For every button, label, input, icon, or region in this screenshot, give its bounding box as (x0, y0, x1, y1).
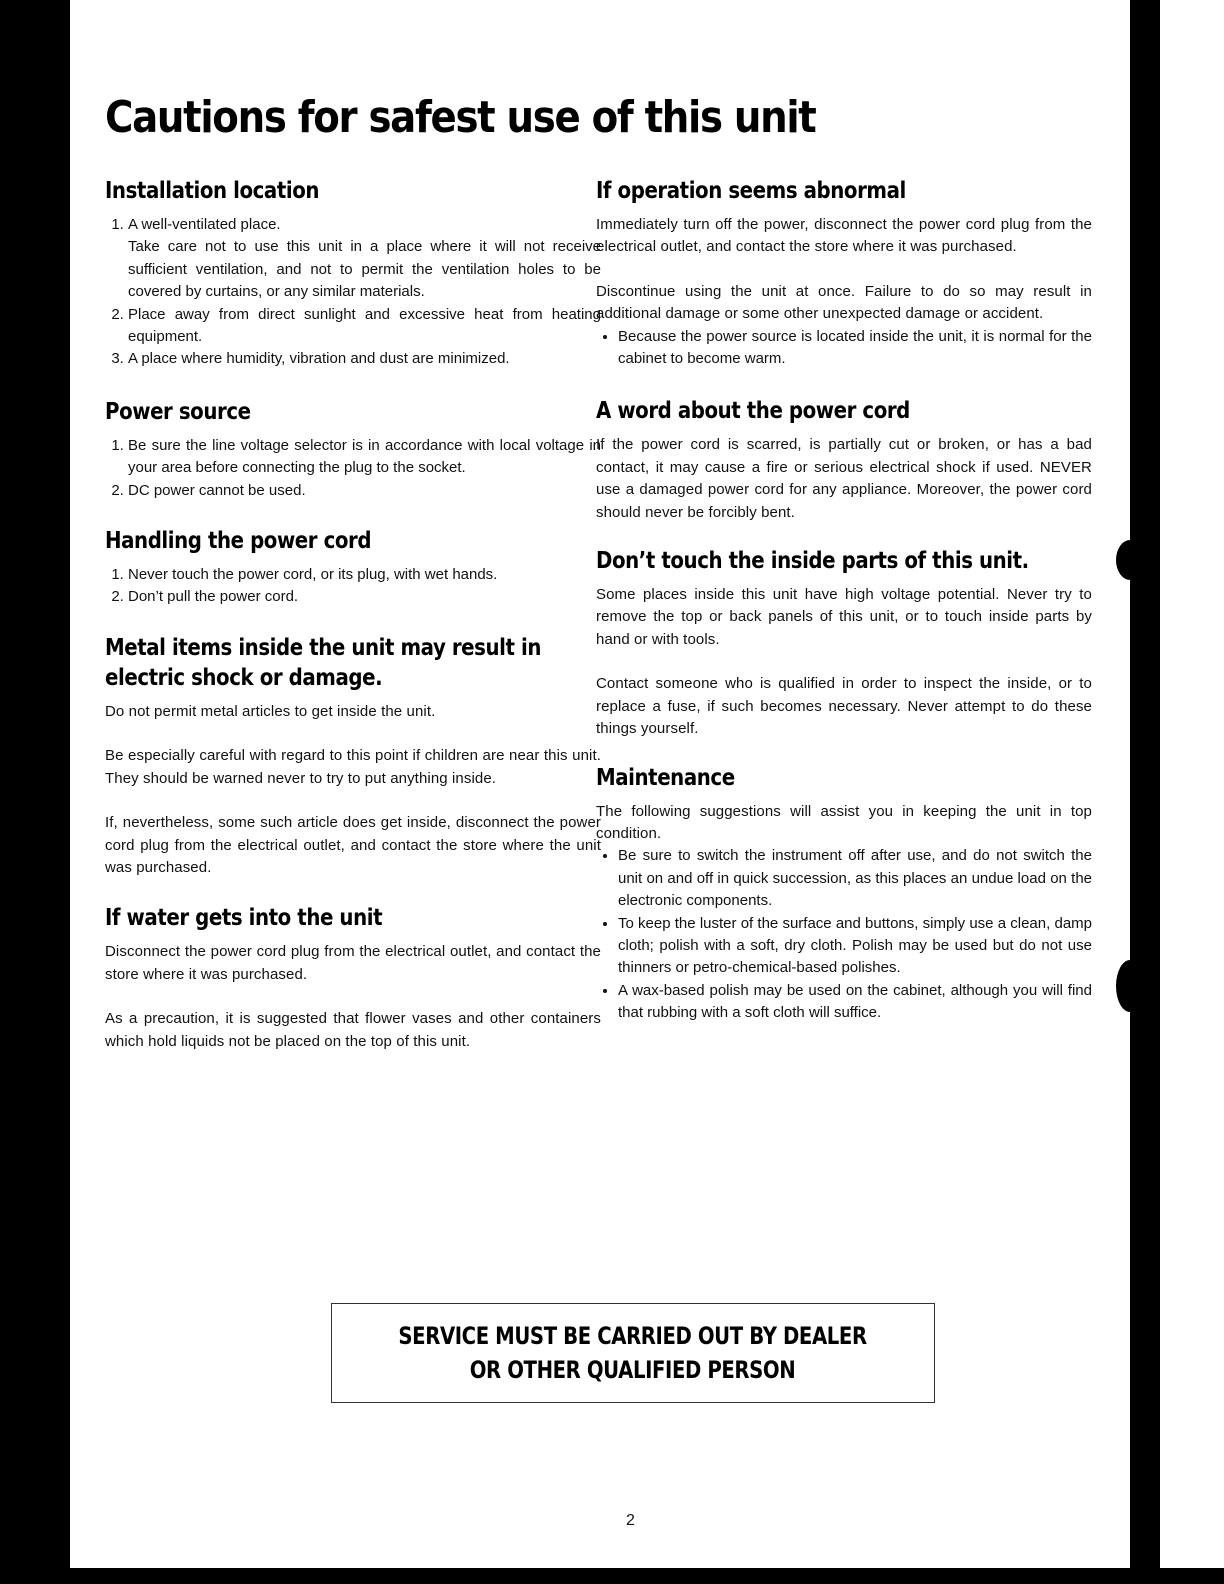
paragraph: Discontinue using the unit at once. Failure to do so may result in additional damage or some other unexpected damage or accident. (596, 282, 1092, 323)
list-item: 2. DC power cannot be used. (128, 480, 601, 502)
service-notice-box (331, 1303, 935, 1403)
section-heading: If operation seems abnormal (596, 178, 906, 204)
service-notice-line-1: SERVICE MUST BE CARRIED OUT BY DEALER (398, 1322, 868, 1350)
scan-edge-bottom (0, 1568, 1224, 1584)
section-inside-parts (596, 546, 1092, 740)
abnormal-bullets (596, 326, 1092, 371)
bullet-item: • Be sure to switch the instrument off after use, and do not switch the unit on and off in quick succession, as this places an undue load on the electronic components. (618, 845, 1092, 912)
maintenance-bullets (596, 845, 1092, 1024)
list-item: 2. Place away from direct sunlight and excessive heat from heating equipment. (128, 304, 601, 349)
scan-edge-right (1130, 0, 1160, 1584)
bullet-item: • To keep the luster of the surface and buttons, simply use a clean, damp cloth; polish with a soft, dry cloth. Polish may be used but do not use thinners or petro-chemical-based polishes. (618, 913, 1092, 980)
power-source-list (105, 435, 601, 502)
section-heading: Maintenance (596, 764, 735, 791)
section-heading: Installation location (105, 178, 320, 204)
section-installation-location (105, 176, 601, 371)
scan-margin-right (1160, 0, 1224, 1584)
paragraph: Do not permit metal articles to get inside the unit. (105, 702, 436, 720)
bullet-item: • A wax-based polish may be used on the cabinet, although you will find that rubbing with a soft cloth will suffice. (618, 980, 1092, 1025)
section-metal-items (105, 633, 601, 879)
list-item: 1. Be sure the line voltage selector is in accordance with local voltage in your area before connecting the plug to the socket. (128, 435, 601, 480)
list-item: 2. Don’t pull the power cord. (128, 586, 601, 608)
section-abnormal-operation (596, 176, 1092, 370)
paragraph: If the power cord is scarred, is partially cut or broken, or has a bad contact, it may cause a fire or serious electrical shock if used. NEVER use a damaged power cord for any appliance. Moreover, the power cord should never be forcibly bent. (596, 436, 1092, 521)
section-heading: Don’t touch the inside parts of this unit. (596, 548, 1029, 575)
list-item: 1. Never touch the power cord, or its plug, with wet hands. (128, 564, 601, 586)
left-column (105, 176, 601, 1053)
paragraph: Some places inside this unit have high voltage potential. Never try to remove the top or back panels of this unit, or to touch inside parts by hand or with tools. (596, 586, 1092, 648)
paragraph: Immediately turn off the power, disconnect the power cord plug from the electrical outlet, and contact the store where it was purchased. (596, 216, 1092, 256)
list-item (128, 214, 601, 304)
section-heading: Metal items inside the unit may result in electric shock or damage. (105, 634, 542, 691)
section-power-source (105, 397, 601, 502)
section-power-cord (596, 396, 1092, 524)
section-heading: If water gets into the unit (105, 905, 383, 932)
paragraph: Disconnect the power cord plug from the electrical outlet, and contact the store where it was purchased. (105, 943, 601, 983)
list-item-detail: Take care not to use this unit in a place where it will not receive sufficient ventilation, and not to permit the ventilation holes to be covered by curtains, or any similar materials. (128, 238, 601, 301)
section-maintenance (596, 763, 1092, 1025)
service-notice-line-2: OR OTHER QUALIFIED PERSON (470, 1356, 796, 1384)
right-column (596, 176, 1092, 1025)
list-item: 3. A place where humidity, vibration and dust are minimized. (128, 348, 601, 370)
paragraph: Contact someone who is qualified in order to inspect the inside, or to replace a fuse, if such becomes necessary. Never attempt to do these things yourself. (596, 675, 1092, 738)
section-water-in-unit (105, 903, 601, 1053)
section-heading: A word about the power cord (596, 398, 910, 425)
page-title: Cautions for safest use of this unit (105, 92, 816, 143)
section-heading: Power source (105, 398, 251, 425)
paragraph: If, nevertheless, some such article does get inside, disconnect the power cord plug from the electrical outlet, and contact the store where the unit was purchased. (105, 814, 601, 876)
page-number: 2 (626, 1512, 635, 1529)
paragraph: The following suggestions will assist you in keeping the unit in top condition. (596, 802, 1092, 842)
paragraph: As a precaution, it is suggested that flower vases and other containers which hold liquids not be placed on the top of this unit. (105, 1010, 601, 1050)
section-heading: Handling the power cord (105, 528, 372, 555)
section-handling-power-cord (105, 526, 601, 609)
binder-hole-2 (1116, 960, 1144, 1012)
handling-list (105, 564, 601, 609)
bullet-item: • Because the power source is located inside the unit, it is normal for the cabinet to become warm. (618, 326, 1092, 371)
binder-hole-1 (1116, 540, 1144, 580)
installation-list (105, 214, 601, 371)
list-item-text: A well-ventilated place. (128, 216, 281, 233)
paragraph: Be especially careful with regard to this point if children are near this unit. They should be warned never to try to put anything inside. (105, 747, 601, 787)
